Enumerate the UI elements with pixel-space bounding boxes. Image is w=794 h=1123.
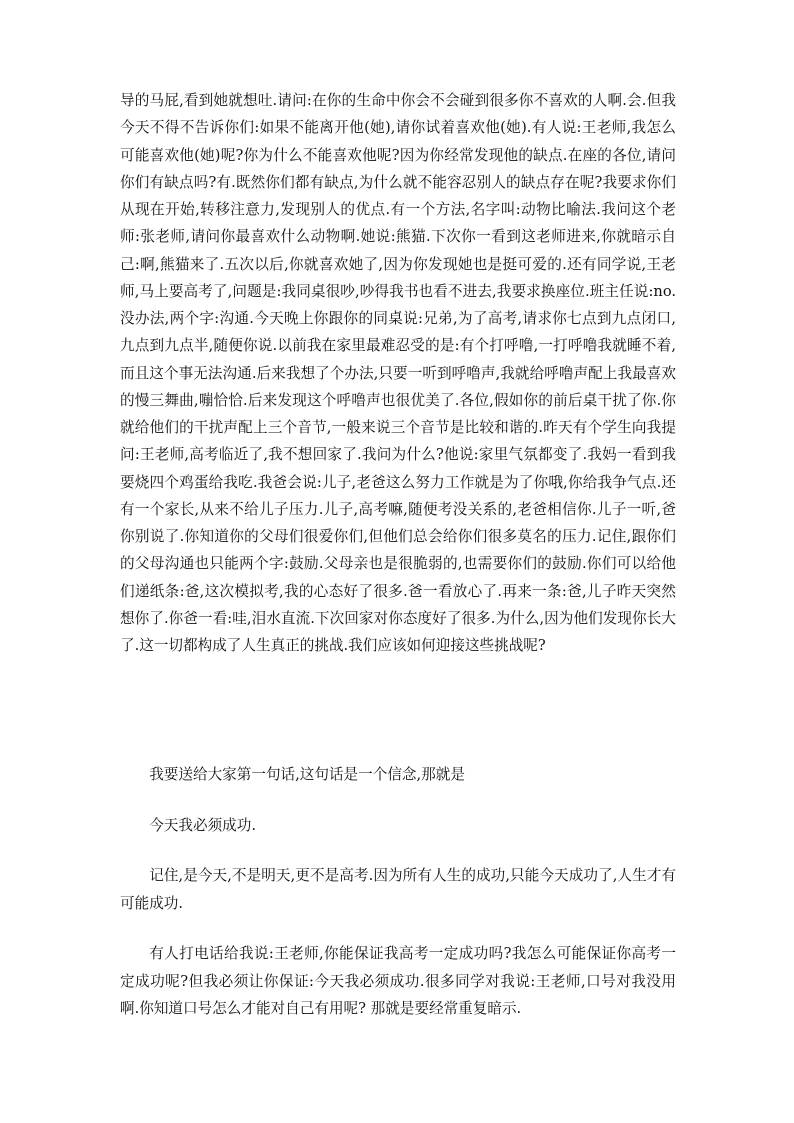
body-paragraph: 记住,是今天,不是明天,更不是高考.因为所有人生的成功,只能今天成功了,人生才有可能成功.: [120, 867, 676, 912]
body-paragraph: 有人打电话给我说:王老师,你能保证我高考一定成功吗?我怎么可能保证你高考一定成功呢?但我必须让你保证:今天我必须成功.很多同学对我说:王老师,口号对我没用啊.你知道口号怎么才能对自己有用呢? 那就是要经常重复暗示.: [120, 945, 676, 1017]
body-paragraph: 导的马屁,看到她就想吐.请问:在你的生命中你会不会碰到很多你不喜欢的人啊.会.但我今天不得不告诉你们:如果不能离开他(她),请你试着喜欢他(她).有人说:王老师,我怎么可能喜欢他(她)呢?你为什么不能喜欢他呢?因为你经常发现他的缺点.在座的各位,请问你们有缺点吗?有.既然你们都有缺点,为什么就不能容忍别人的缺点存在呢?我要求你们从现在开始,转移注意力,发现别人的优点.有一个方法,名字叫:动物比喻法.我问这个老师:张老师,请问你最喜欢什么动物啊.她说:熊猫.下次你一看到这老师进来,你就暗示自己:啊,熊猫来了.五次以后,你就喜欢她了,因为你发现她也是挺可爱的.还有同学说,王老师,马上要高考了,问题是:我同桌很吵,吵得我书也看不进去,我要求换座位.班主任说:no.没办法,两个字:沟通.今天晚上你跟你的同桌说:兄弟,为了高考,请求你七点到九点闭口,九点到九点半,随便你说.以前我在家里最难忍受的是:有个打呼噜,一打呼噜我就睡不着,而且这个事无法沟通.后来我想了个办法,只要一听到呼噜声,我就给呼噜声配上我最喜欢的慢三舞曲,嘣恰恰.后来发现这个呼噜声也很优美了.各位,假如你的前后桌干扰了你.你就给他们的干扰声配上三个音节,一般来说三个音节是比较和谐的.昨天有个学生向我提问:王老师,高考临近了,我不想回家了.我问为什么?他说:家里气氛都变了.我妈一看到我要烧四个鸡蛋给我吃.我爸会说:儿子,老爸这么努力工作就是为了你哦,你给我争气点.还有一个家长,从来不给儿子压力.儿子,高考嘛,随便考没关系的,老爸相信你.儿子一听,爸你别说了.你知道你的父母们很爱你们,但他们总会给你们很多莫名的压力.记住,跟你们的父母沟通也只能两个字:鼓励.父母亲也是很脆弱的,也需要你们的鼓励.你们可以给他们递纸条:爸,这次模拟考,我的心态好了很多.爸一看放心了.再来一条:爸,儿子昨天突然想你了.你爸一看:哇,泪水直流.下次回家对你态度好了很多.为什么,因为他们发现你长大了.这一切都构成了人生真正的挑战.我们应该如何迎接这些挑战呢?: [120, 92, 676, 654]
body-paragraph: 我要送给大家第一句话,这句话是一个信念,那就是: [149, 766, 465, 783]
motto-paragraph: 今天我必须成功.: [149, 817, 256, 834]
